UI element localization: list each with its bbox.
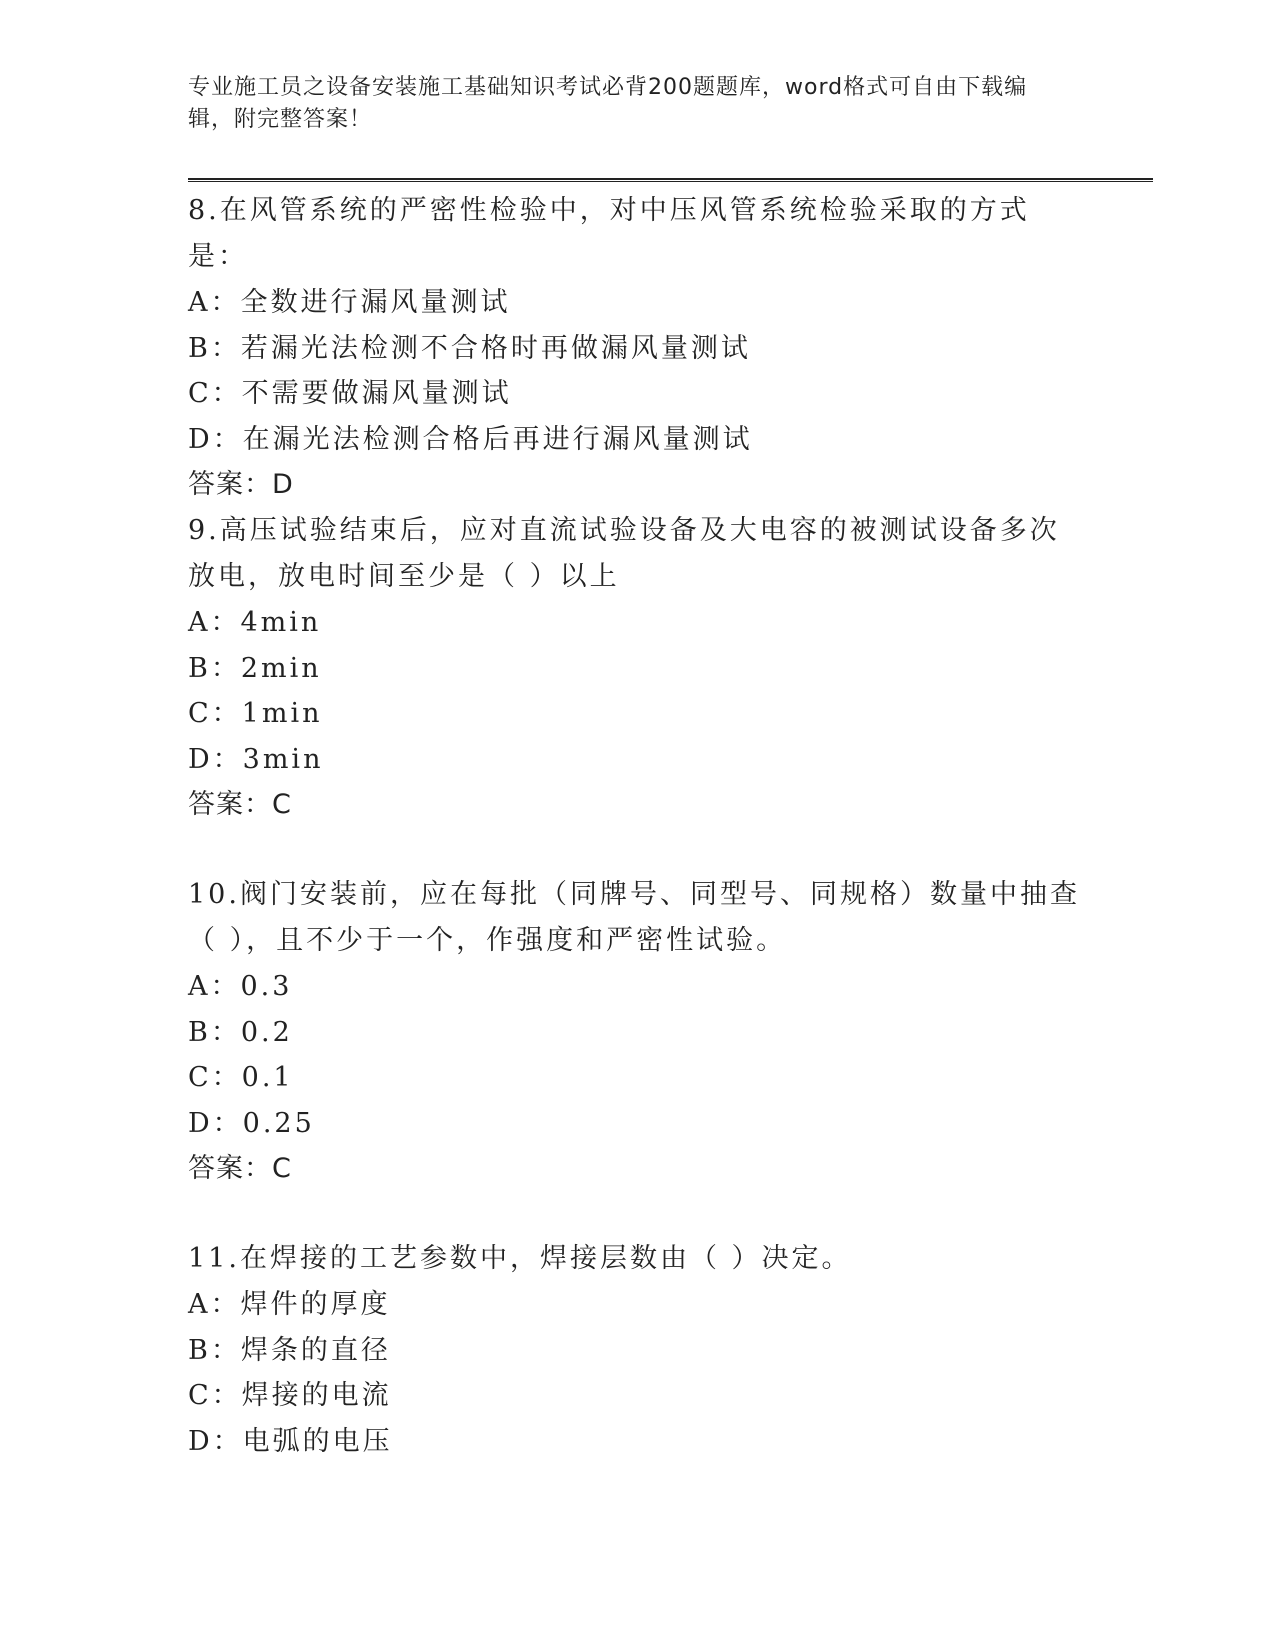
option-key: D： [188,1107,243,1139]
option-b [188,326,1088,372]
header-divider [188,178,1153,182]
option-c [188,371,1088,417]
question-stem: 9.高压试验结束后，应对直流试验设备及大电容的被测试设备多次放电，放电时间至少是（ ）以上 [188,515,1060,592]
question-stem: 11.在焊接的工艺参数中，焊接层数由（ ）决定。 [188,1243,852,1274]
option-key: B： [188,1016,241,1048]
option-key: C： [188,1062,242,1093]
question-stem: 10.阀门安装前，应在每批（同牌号、同型号、同规格）数量中抽查（ ），且不少于一个，作强度和严密性试验。 [188,879,1080,956]
option-text: 不需要做漏风量测试 [241,378,512,409]
question-block [188,188,1088,508]
option-key: C： [188,378,242,409]
question-block [188,508,1088,828]
option-text: 3min [242,743,324,775]
option-key: A： [188,287,241,318]
option-text: 1min [241,698,323,729]
option-text: 0.3 [240,971,293,1002]
option-text: 电弧的电压 [242,1425,393,1457]
option-a [188,280,1088,326]
question-block [188,1236,1088,1464]
option-text: 0.25 [242,1107,315,1139]
option-text: 在漏光法检测合格后再进行漏风量测试 [242,423,753,455]
option-b [188,646,1088,692]
option-key: D： [188,423,243,455]
option-text: 焊接的电流 [241,1380,392,1411]
option-d [188,737,1088,783]
option-c [188,1373,1088,1419]
question-stem: 8.在风管系统的严密性检验中，对中压风管系统检验采取的方式是： [188,195,1030,272]
option-a [188,964,1088,1010]
option-text: 若漏光法检测不合格时再做漏风量测试 [240,332,751,364]
option-text: 焊件的厚度 [240,1289,391,1320]
answer-line: 答案：C [188,1153,292,1184]
answer-line: 答案：D [188,469,294,500]
option-key: B： [188,1334,241,1366]
option-text: 2min [240,652,322,684]
option-text: 0.2 [240,1016,293,1048]
option-key: D： [188,743,243,775]
option-a [188,600,1088,646]
option-b [188,1328,1088,1374]
option-text: 0.1 [241,1062,294,1093]
answer-line: 答案：C [188,789,292,820]
option-d [188,1419,1088,1465]
option-key: A： [188,1289,241,1320]
option-d [188,417,1088,463]
option-key: C： [188,1380,242,1411]
option-b [188,1010,1088,1056]
option-a [188,1282,1088,1328]
option-text: 全数进行漏风量测试 [240,287,511,318]
option-key: A： [188,607,241,638]
document-header: 专业施工员之设备安装施工基础知识考试必背200题题库，word格式可自由下载编辑，附完整答案！ [188,75,1028,132]
option-text: 4min [240,607,322,638]
option-d [188,1101,1088,1147]
option-text: 焊条的直径 [240,1334,391,1366]
option-c [188,691,1088,737]
option-key: B： [188,332,241,364]
option-key: C： [188,698,242,729]
question-block [188,872,1088,1192]
option-c [188,1055,1088,1101]
option-key: D： [188,1425,243,1457]
option-key: A： [188,971,241,1002]
option-key: B： [188,652,241,684]
